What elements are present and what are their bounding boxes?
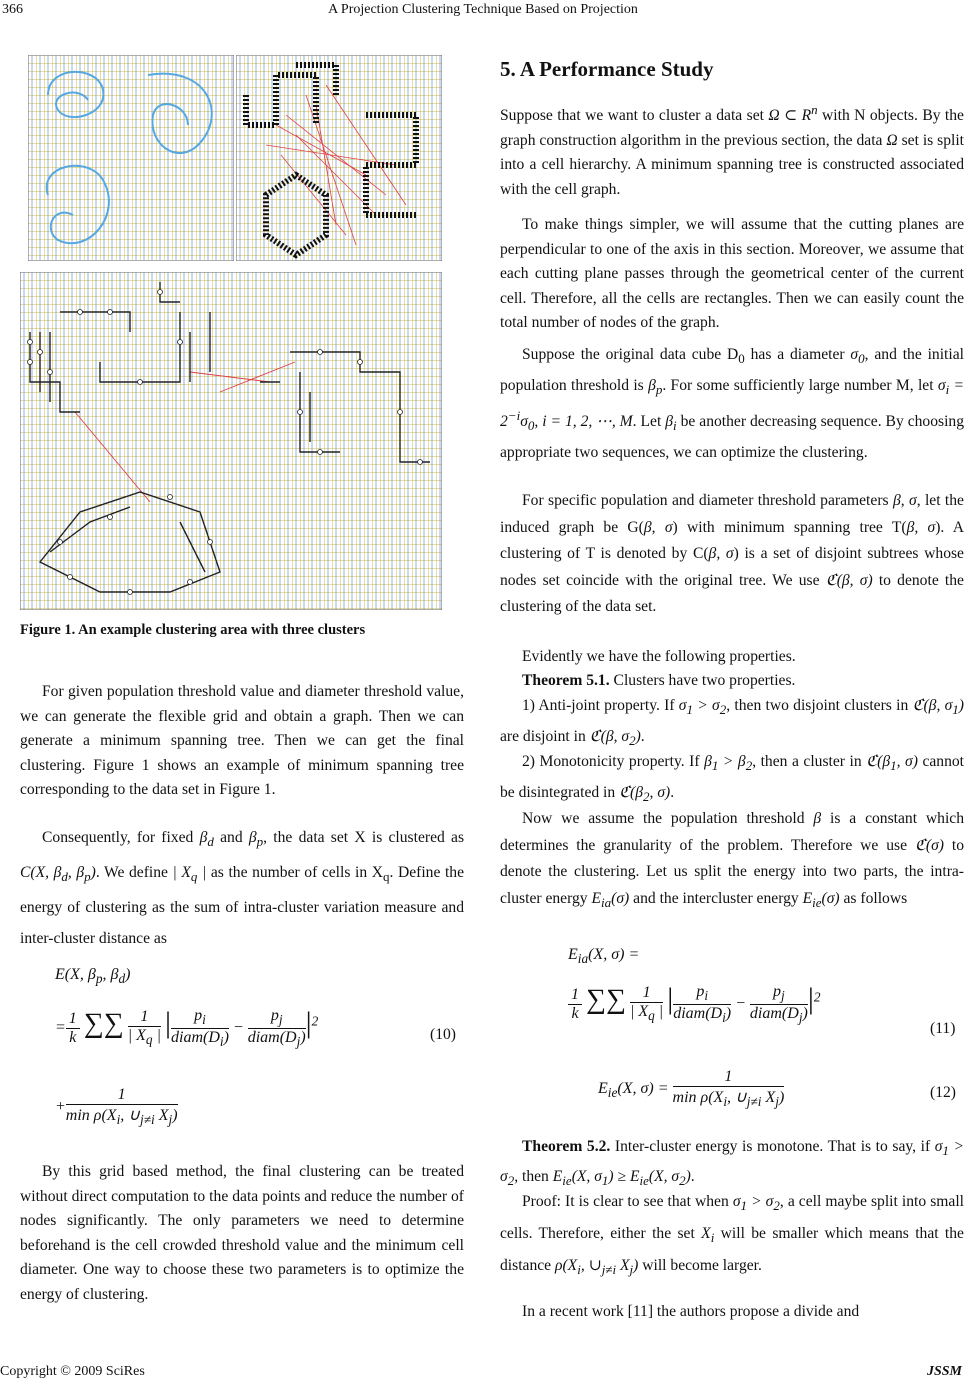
right-paragraph-3: Suppose the original data cube $D_0$ has a diameter $\sigma_0$, and the initial population threshold is $\beta_p$. For some sufficiently large number M, let $\sigma_i = 2^{-i}\sigma_0$, i = 1, 2, ⋯, M. Let $\beta_i$ be another decreasing sequence. By choosing appropriate two sequences, we can optimize the clustering. — [500, 346, 965, 462]
right-p1-a: Suppose that we want to cluster a data set — [500, 107, 764, 125]
right-p4-c: ) with minimum spanning tree T( — [672, 518, 907, 536]
right-p4-d: ). A clustering of T is denoted by C( — [500, 518, 964, 562]
right-p3-a: Suppose the original data cube D — [522, 346, 739, 363]
right-p6-e: as follows — [843, 889, 908, 907]
right-p3-a-sub: 0 — [738, 351, 745, 367]
right-p3-f: be another decreasing sequence. By choosing appropriate two sequences, we can optimize the clustering. — [500, 413, 965, 462]
right-p6-b: is a constant which determines the granularity of the problem. Therefore we use — [500, 810, 965, 854]
left-p2-e: as the number of cells in X — [210, 864, 383, 882]
right-paragraph-4: For specific population and diameter threshold parameters β, σ, let the induced graph be G(β, σ) with minimum spanning tree T(β, σ). A clustering of T is denoted by C(β, σ) is a set of disjoint subtrees whose nodes set coincide with the original tree. We use ℭ(β, σ) to denote the clustering of the data set. — [500, 492, 964, 615]
property-2: 2) Monotonicity property. If $\beta_1 > \beta_2$, then a cluster in $ℭ(\beta_1$, σ) cannot be disintegrated in $ℭ(\beta_2$, σ). — [500, 753, 965, 804]
right-p4-e: ) is a set of disjoint subtrees whose nodes set coincide with the original tree. We use — [500, 545, 964, 589]
proof-paragraph: Proof: It is clear to see that when $\sigma_1 > \sigma_2$, a cell maybe split into small cells. Therefore, either the set $X_i$ will be smaller which means that the distance $\rho(X_i$, $\cup_{j\ne i}$ $X_j$) will become larger. — [500, 1193, 964, 1278]
right-p6-c: to denote the clustering. Let us split the energy into two parts, the intra-cluster energy — [500, 836, 964, 907]
right-p6-a: Now we assume the population threshold — [522, 810, 805, 827]
property-1-a: 1) Anti-joint property. If — [522, 697, 675, 714]
theorem-5-1-text: Clusters have two properties. — [613, 672, 796, 689]
theorem-5-2: Theorem 5.2. Inter-cluster energy is monotone. That is to say, if $\sigma_1 > \sigma_2$, then $E_{ie}(X$, $\sigma_1) \ge E_{ie}(X$, $\sigma_2$). — [500, 1138, 965, 1189]
equation-11-number: (11) — [930, 1020, 956, 1037]
right-paragraph-2: To make things simpler, we will assume that the cutting planes are perpendicular to one of the axis in this section. Moreover, we assume that each cutting plane passes through the geometrical center of the current cell. Therefore, all the cells are rectangles. Then we can easily count the total number of nodes of the graph. — [500, 216, 964, 331]
left-p2-e-sub: q — [382, 869, 390, 885]
right-p1-b: with N objects. By the graph construction algorithm in the previous section, the data — [500, 107, 964, 149]
right-paragraph-7: In a recent work [11] the authors propose a divide and — [522, 1303, 860, 1320]
property-2-a: 2) Monotonicity property. If — [522, 753, 700, 770]
left-p2-c: , the data set X is clustered as — [263, 829, 465, 846]
page-number: 366 — [2, 2, 23, 17]
left-paragraph-2: Consequently, for fixed $\beta_d$ and $\beta_p$, the data set X is clustered as C(X, $\beta_d$, $\beta_p$). We define | $X_q$ | as the number of cells in $X_q$. Define the energy of clustering as the sum of intra-cluster variation measure and inter-cluster distance as — [20, 829, 465, 948]
property-1-c: are disjoint in — [500, 727, 586, 745]
left-p2-f: . Define the energy of clustering as the sum of intra-cluster variation measure and inter-cluster distance as — [20, 864, 464, 948]
property-2-c: cannot be disintegrated in — [500, 753, 965, 801]
equation-10: E(X, $\beta_p$, $\beta_d$) = $\frac{1}{k}$ ∑∑ $\frac{1}{| X_q |}$ | $\frac{p_i}{diam(D_i)}$ − $\frac{p_j}{diam(D_j)}$ $|^2$ + $\frac{1}{\min \rho(X_i, \cup_{j\ne i} X_j)}$ — [55, 966, 319, 1128]
equation-12-number: (12) — [930, 1084, 956, 1101]
right-paragraph-6: Now we assume the population threshold β is a constant which determines the granularity of the problem. Therefore we use ℭ(σ) to denote the clustering. Let us split the energy into two parts, the intra-cluster energy $E_{ia}(\sigma)$ and the intercluster energy $E_{ie}(\sigma)$ as follows — [500, 810, 965, 910]
figure1-panel-a — [28, 55, 234, 261]
property-1: 1) Anti-joint property. If $\sigma_1 > \sigma_2$, then two disjoint clusters in ℭ(β, $\sigma_1$) are disjoint in ℭ(β, $\sigma_2$). — [500, 697, 964, 748]
proof-c: will be smaller which means that the distance — [500, 1225, 964, 1275]
figure1-panel-c — [20, 272, 442, 610]
figure1-panel-b — [236, 55, 442, 261]
running-title: A Projection Clustering Technique Based on Projection — [328, 2, 638, 17]
property-2-b: , then a cluster in — [752, 753, 862, 770]
theorem-5-2-label: Theorem 5.2. — [522, 1138, 611, 1155]
left-p2-d: . We define — [95, 864, 168, 882]
right-p4-a: For specific population and diameter threshold parameters — [522, 492, 889, 509]
footer-journal: JSSM — [926, 1364, 962, 1379]
right-p4-b: , let the induced graph be G( — [500, 492, 964, 536]
right-p3-d: . For some sufficiently large number M, let — [662, 376, 934, 394]
left-paragraph-3: By this grid based method, the final clustering can be treated without direct computation to the data points and reduce the number of nodes significantly. The only parameters we need to determine beforehand is the cell crowded threshold value and the minimum cell diameter. One way to choose these two parameters is to optimize the energy of clustering. — [20, 1163, 464, 1303]
right-p3-c: , and the initial population threshold is — [500, 346, 964, 394]
figure1-caption: Figure 1. An example clustering area with three clusters — [20, 622, 366, 638]
right-p3-e: . Let — [632, 413, 662, 431]
footer-copyright: Copyright © 2009 SciRes — [0, 1364, 145, 1379]
right-paragraph-5: Evidently we have the following properties. — [522, 648, 796, 665]
proof-b: , a cell maybe split into small cells. Therefore, either the set — [500, 1193, 964, 1243]
proof-a: Proof: It is clear to see that when — [522, 1193, 729, 1210]
equation-12: $E_{ie}(X$, σ) = $\frac{1}{\min \rho(X_i, \cup_{j\ne i} X_j)}$ — [598, 1068, 785, 1110]
theorem-5-2-text: Inter-cluster energy is monotone. That is to say, if — [614, 1138, 931, 1155]
figure1-panel-c-graphic — [20, 272, 442, 610]
right-p6-d: and the intercluster energy — [633, 889, 799, 907]
equation-11: $E_{ia}(X$, σ) = $\frac{1}{k}$ ∑∑ $\frac{1}{| X_q |}$ | $\frac{p_i}{diam(D_i)}$ − $\frac{p_j}{diam(D_j)}$ $|^2$ — [568, 946, 821, 1026]
right-paragraph-1: Suppose that we want to cluster a data set Ω ⊂ $R^n$ with N objects. By the graph construction algorithm in the previous section, the data Ω set is split into a cell hierarchy. A minimum spanning tree is constructed associated with the cell graph. — [500, 102, 964, 198]
right-p4-f: to denote the clustering of the data set. — [500, 571, 964, 615]
right-p1-c: set is split into a cell hierarchy. A minimum spanning tree is constructed associated with the cell graph. — [500, 131, 964, 198]
theorem-5-1-label: Theorem 5.1. — [522, 672, 610, 689]
theorem-5-2-b: , then — [514, 1168, 549, 1186]
left-p2-a: Consequently, for fixed — [42, 829, 194, 846]
proof-d: will become larger. — [642, 1257, 762, 1275]
left-p2-b: and — [220, 829, 243, 846]
theorem-5-1 — [500, 669, 964, 694]
section-title: 5. A Performance Study — [500, 57, 714, 81]
property-1-b: , then two disjoint clusters in — [726, 697, 909, 714]
equation-10-number: (10) — [430, 1026, 456, 1043]
figure1-panel-a-graphic — [28, 55, 234, 261]
right-p3-b: has a diameter — [750, 346, 845, 363]
figure1-panel-b-graphic — [236, 55, 442, 261]
left-paragraph-1: For given population threshold value and diameter threshold value, we can generate the flexible grid and obtain a graph. Then we can generate a minimum spanning tree. Then we can get the final clustering. Figure 1 shows an example of minimum spanning tree corresponding to the data set in Figure 1. — [20, 683, 464, 798]
